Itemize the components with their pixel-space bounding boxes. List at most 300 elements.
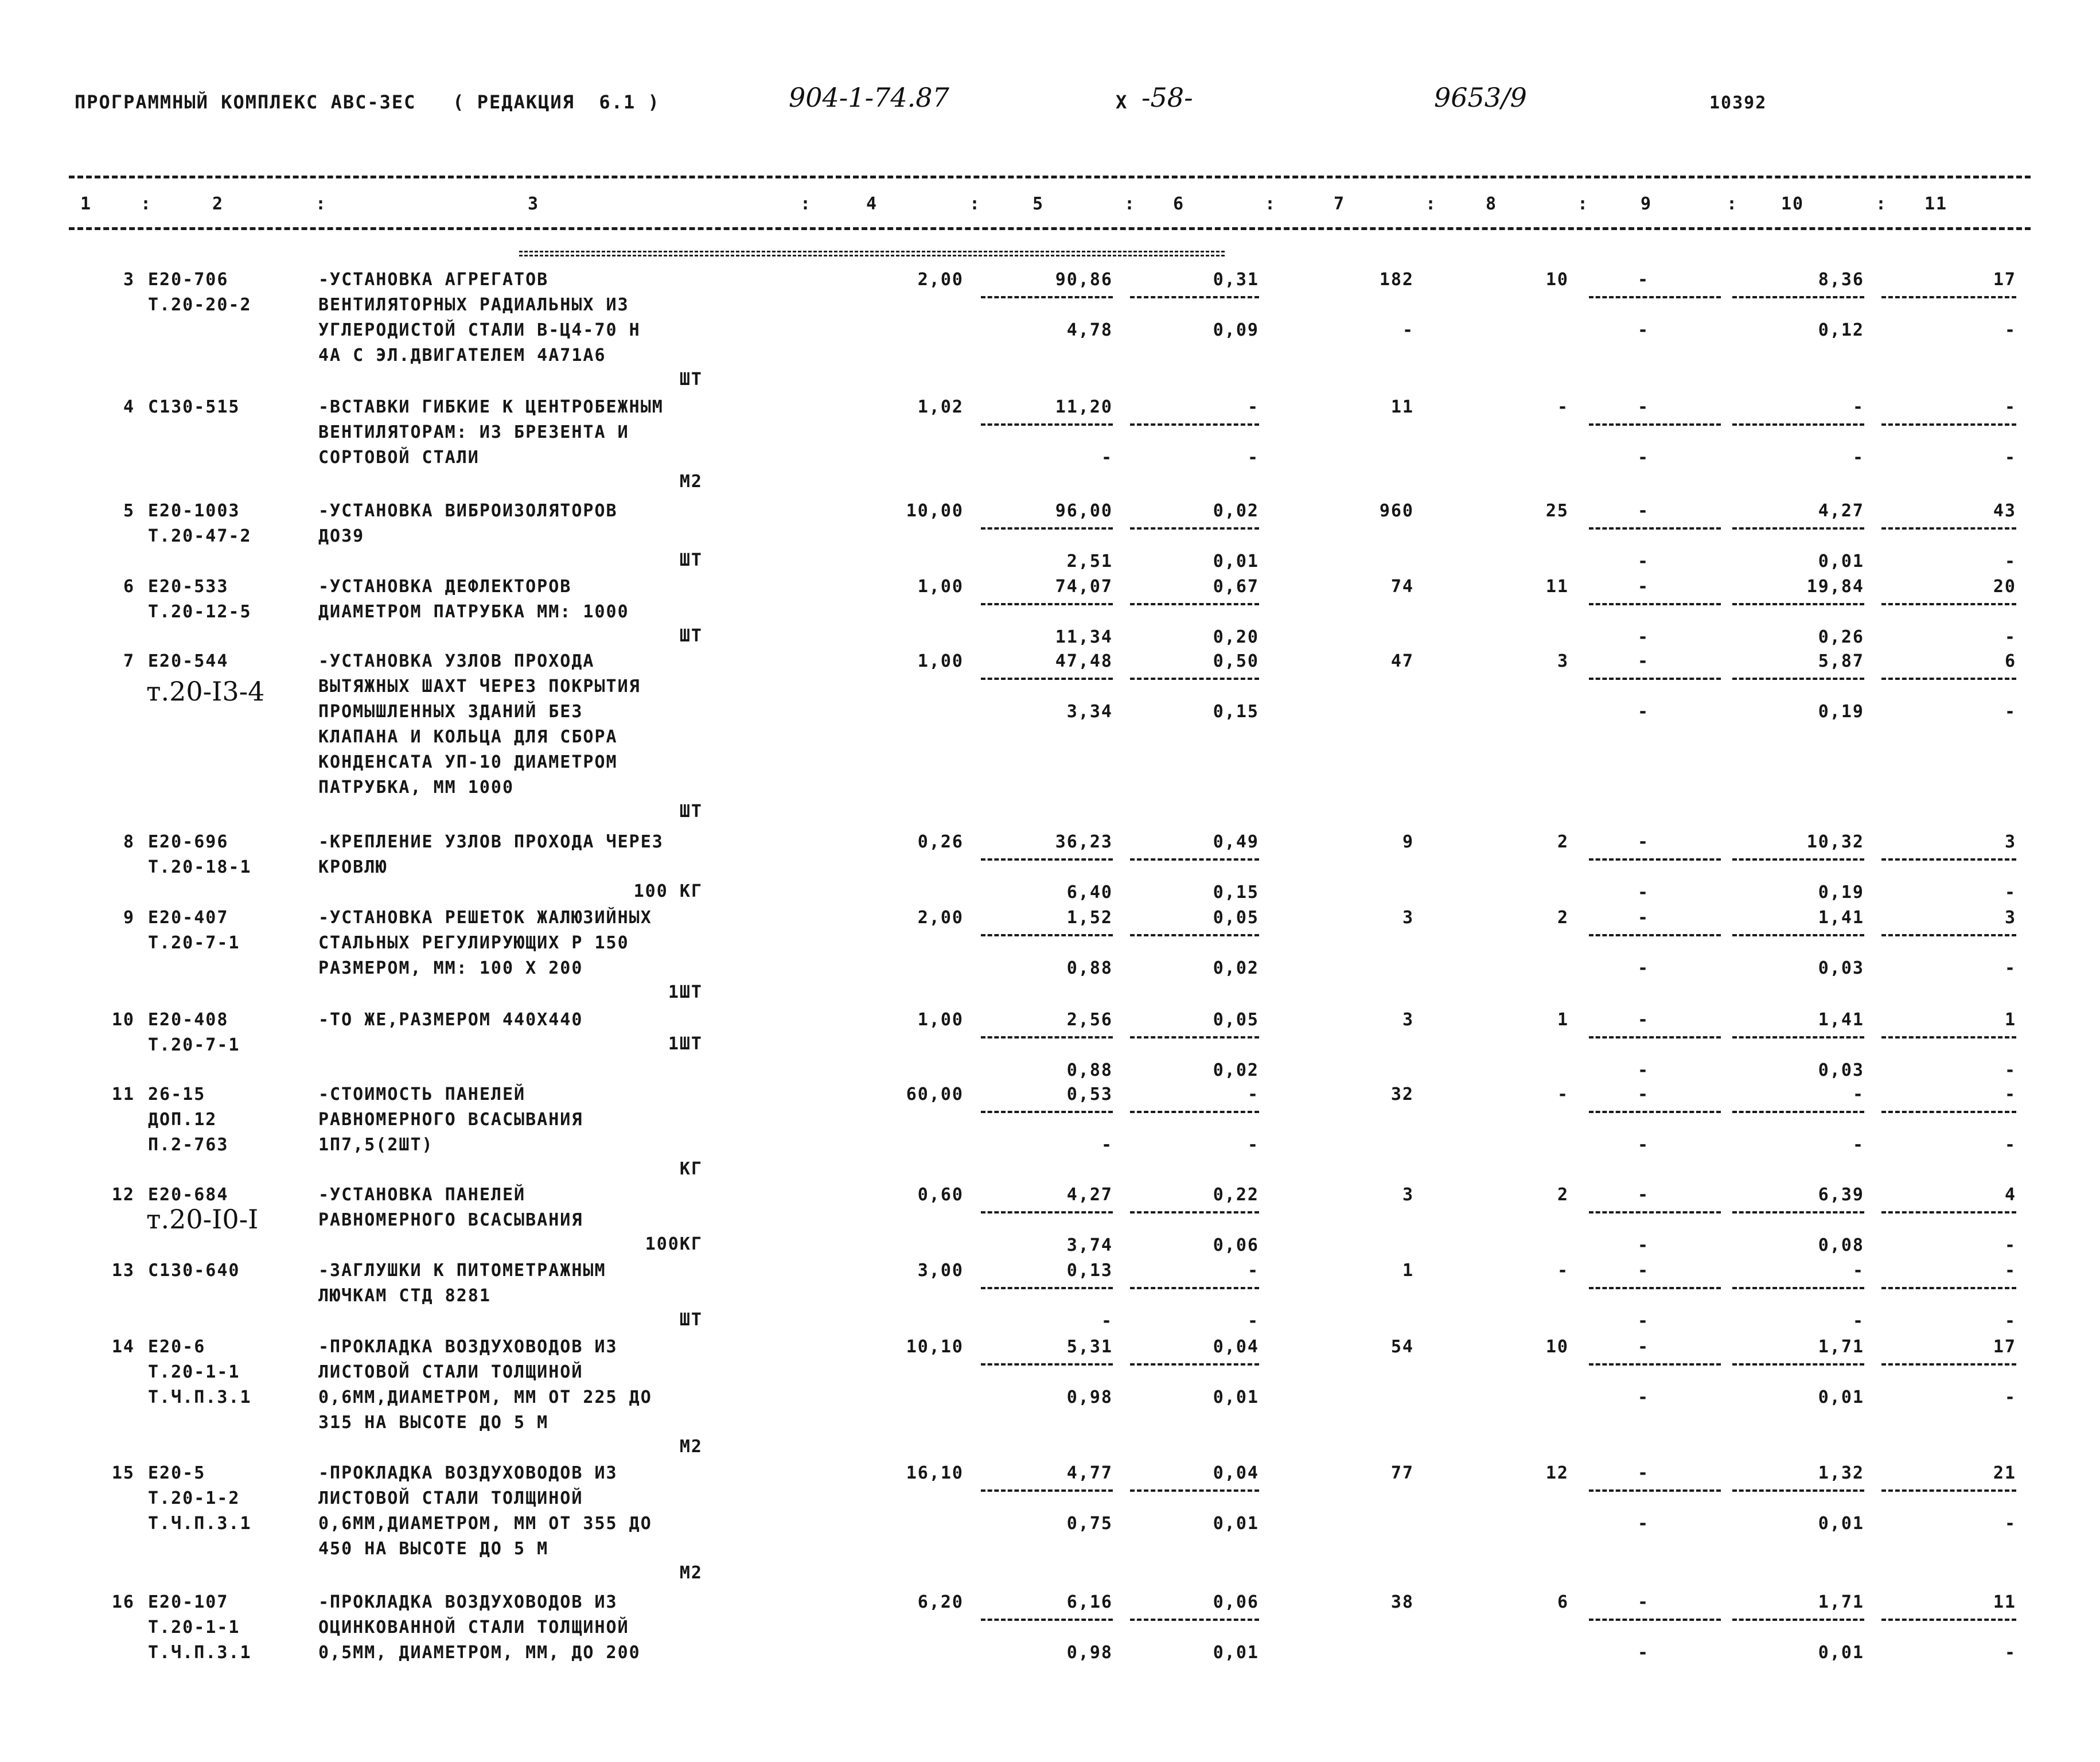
col9-sub: -: [1637, 1311, 1649, 1331]
col10-sub: -: [1852, 448, 1864, 468]
col11-sub: -: [2004, 1643, 2016, 1663]
row-description: СОРТОВОЙ СТАЛИ: [318, 448, 480, 468]
cell-divider: [1130, 1111, 1259, 1113]
column-separator: :: [315, 194, 328, 214]
row-code: Т.20-1-2: [148, 1488, 240, 1508]
cost-labor: 0,05: [1213, 1010, 1259, 1030]
total-labor: 10: [1545, 270, 1569, 290]
stamp-number: 10392: [1709, 93, 1767, 113]
row-code: Т.Ч.П.3.1: [148, 1514, 252, 1534]
row-quantity: 2,00: [917, 908, 964, 928]
row-description: РАВНОМЕРНОГО ВСАСЫВАНИЯ: [318, 1110, 583, 1130]
cell-divider: [1589, 423, 1721, 426]
cell-divider: [1589, 603, 1721, 605]
cell-divider: [1130, 1619, 1259, 1621]
col10-value: -: [1852, 1084, 1864, 1104]
cost-base: 11,20: [1055, 397, 1113, 417]
total-base: 182: [1379, 270, 1414, 290]
cost-machine: 0,88: [1066, 958, 1113, 978]
cell-divider: [981, 527, 1113, 530]
row-description: 4А С ЭЛ.ДВИГАТЕЛЕМ 4А71А6: [318, 345, 606, 365]
row-description: -УСТАНОВКА УЗЛОВ ПРОХОДА: [318, 651, 595, 671]
cell-divider: [1130, 1287, 1259, 1289]
row-number: 4: [123, 397, 135, 417]
row-description: 450 НА ВЫСОТЕ ДО 5 М: [318, 1539, 549, 1559]
total-base: 77: [1390, 1463, 1414, 1483]
handwritten-code: т.20-I3-4: [146, 676, 265, 707]
row-code: Т.20-1-1: [148, 1362, 240, 1382]
column-number: 10: [1781, 194, 1805, 214]
cost-base: 36,23: [1055, 832, 1113, 852]
col10-sub: 0,19: [1818, 702, 1864, 722]
cost-machine: 0,98: [1066, 1387, 1113, 1407]
row-code: Е20-533: [148, 577, 229, 597]
col9-sub: -: [1637, 702, 1649, 722]
col9-value: -: [1637, 270, 1649, 290]
cost-machine: -: [1101, 448, 1113, 468]
col10-value: 19,84: [1806, 577, 1864, 597]
col11-value: 21: [1993, 1463, 2016, 1483]
cost-base: 0,53: [1066, 1084, 1113, 1104]
column-separator: :: [1425, 194, 1437, 214]
row-quantity: 1,02: [917, 397, 964, 417]
col11-sub: -: [2004, 1311, 2016, 1331]
total-labor: 11: [1545, 577, 1569, 597]
row-description: -ПРОКЛАДКА ВОЗДУХОВОДОВ ИЗ: [318, 1463, 618, 1483]
col9-sub: -: [1637, 627, 1649, 647]
total-labor: 2: [1557, 832, 1569, 852]
col10-sub: 0,03: [1818, 958, 1864, 978]
total-labor: -: [1557, 397, 1569, 417]
col11-value: 17: [1993, 270, 2016, 290]
row-description: 315 НА ВЫСОТЕ ДО 5 М: [318, 1413, 549, 1433]
program-header: ПРОГРАММНЫЙ КОМПЛЕКС АВС-ЗЕС ( РЕДАКЦИЯ 6.1 ): [75, 91, 660, 113]
row-description: -ВСТАВКИ ГИБКИЕ К ЦЕНТРОБЕЖНЫМ: [318, 397, 664, 417]
cost-machine-labor: 0,01: [1213, 1514, 1259, 1534]
column-separator: :: [141, 194, 153, 214]
column-separator: :: [1124, 194, 1136, 214]
cost-machine: 4,78: [1066, 320, 1113, 340]
row-code: Е20-408: [148, 1010, 229, 1030]
row-code: Е20-706: [148, 270, 229, 290]
col10-sub: 0,01: [1818, 1387, 1864, 1407]
cell-divider: [1130, 1489, 1259, 1492]
cell-divider: [1589, 934, 1721, 936]
col9-value: -: [1637, 832, 1649, 852]
col10-value: 10,32: [1806, 832, 1864, 852]
col11-sub: -: [2004, 448, 2016, 468]
row-quantity: 16,10: [906, 1463, 964, 1483]
cost-labor: 0,50: [1213, 651, 1259, 671]
cost-machine: 0,88: [1066, 1060, 1113, 1080]
col11-sub: -: [2004, 1514, 2016, 1534]
cost-machine: 3,74: [1066, 1235, 1113, 1255]
cell-divider: [1130, 423, 1259, 426]
row-description: -УСТАНОВКА РЕШЕТОК ЖАЛЮЗИЙНЫХ: [318, 908, 652, 928]
row-description: 1П7,5(2ШТ): [318, 1135, 434, 1155]
column-separator: :: [800, 194, 812, 214]
cost-base: 4,27: [1066, 1185, 1113, 1205]
cost-machine-labor: 0,02: [1213, 958, 1259, 978]
row-description: ВЕНТИЛЯТОРАМ: ИЗ БРЕЗЕНТА И: [318, 422, 629, 442]
cell-divider: [1589, 1489, 1721, 1492]
cell-divider: [1732, 934, 1864, 936]
cost-labor: -: [1247, 1261, 1259, 1281]
cell-divider: [1589, 678, 1721, 680]
cell-divider: [981, 296, 1113, 298]
total-labor: 2: [1557, 908, 1569, 928]
cell-divider: [1130, 678, 1259, 680]
cost-machine-labor: -: [1247, 448, 1259, 468]
cost-machine-labor: 0,02: [1213, 1060, 1259, 1080]
cost-labor: 0,31: [1213, 270, 1259, 290]
row-unit: 100КГ: [645, 1234, 703, 1254]
cell-divider: [1130, 1363, 1259, 1366]
cost-machine-labor: -: [1247, 1135, 1259, 1155]
row-description: ОЦИНКОВАННОЙ СТАЛИ ТОЛЩИНОЙ: [318, 1617, 629, 1637]
col9-value: -: [1637, 1592, 1649, 1612]
row-description: -ПРОКЛАДКА ВОЗДУХОВОДОВ ИЗ: [318, 1337, 618, 1357]
cell-divider: [1130, 1036, 1259, 1038]
cell-divider: [1589, 1111, 1721, 1113]
total-labor: -: [1557, 1261, 1569, 1281]
col10-sub: 0,08: [1818, 1235, 1864, 1255]
total-machine: -: [1402, 320, 1414, 340]
cell-divider: [1881, 1211, 2016, 1213]
col11-sub: -: [2004, 1135, 2016, 1155]
cell-divider: [981, 678, 1113, 680]
row-description: -КРЕПЛЕНИЕ УЗЛОВ ПРОХОДА ЧЕРЕЗ: [318, 832, 664, 852]
col9-sub: -: [1637, 1643, 1649, 1663]
cell-divider: [1881, 678, 2016, 680]
cost-base: 6,16: [1066, 1592, 1113, 1612]
cost-machine: -: [1101, 1135, 1113, 1155]
row-quantity: 0,26: [917, 832, 964, 852]
col11-sub: -: [2004, 1235, 2016, 1255]
cell-divider: [1881, 1287, 2016, 1289]
cost-machine: 3,34: [1066, 702, 1113, 722]
col10-value: 1,41: [1818, 908, 1864, 928]
cell-divider: [1881, 1363, 2016, 1366]
cost-labor: 0,04: [1213, 1463, 1259, 1483]
handwritten-project-code: 904-1-74.87: [789, 82, 949, 113]
cell-divider: [1589, 1211, 1721, 1213]
row-description: КОНДЕНСАТА УП-10 ДИАМЕТРОМ: [318, 752, 618, 772]
cell-divider: [1732, 678, 1864, 680]
handwritten-document-number: 9653/9: [1434, 82, 1527, 113]
cost-machine: 0,75: [1066, 1514, 1113, 1534]
cost-labor: 0,04: [1213, 1337, 1259, 1357]
cell-divider: [1130, 858, 1259, 861]
col10-value: -: [1852, 397, 1864, 417]
column-separator: :: [1265, 194, 1277, 214]
col9-value: -: [1637, 908, 1649, 928]
page-prefix: Х: [1116, 91, 1128, 113]
col11-sub: -: [2004, 320, 2016, 340]
column-separator: :: [1577, 194, 1589, 214]
row-code: Е20-5: [148, 1463, 206, 1483]
row-description: ЛИСТОВОЙ СТАЛИ ТОЛЩИНОЙ: [318, 1488, 583, 1508]
total-labor: 6: [1557, 1592, 1569, 1612]
col9-sub: -: [1637, 1387, 1649, 1407]
cell-divider: [981, 858, 1113, 861]
row-quantity: 0,60: [917, 1185, 964, 1205]
col10-value: 1,41: [1818, 1010, 1864, 1030]
handwritten-code: т.20-I0-I: [146, 1204, 259, 1235]
row-unit: 100 КГ: [633, 881, 703, 901]
cost-machine-labor: 0,01: [1213, 1643, 1259, 1663]
cell-divider: [1732, 1036, 1864, 1038]
cost-labor: 0,06: [1213, 1592, 1259, 1612]
total-labor: 2: [1557, 1185, 1569, 1205]
cost-base: 4,77: [1066, 1463, 1113, 1483]
col9-sub: -: [1637, 320, 1649, 340]
col9-value: -: [1637, 1010, 1649, 1030]
cost-machine-labor: 0,20: [1213, 627, 1259, 647]
cell-divider: [1732, 1111, 1864, 1113]
row-quantity: 6,20: [917, 1592, 964, 1612]
col11-value: 6: [2004, 651, 2016, 671]
row-description: ПРОМЫШЛЕННЫХ ЗДАНИЙ БЕЗ: [318, 702, 583, 722]
row-unit: ШТ: [679, 802, 703, 822]
row-code: П.2-763: [148, 1135, 229, 1155]
total-base: 38: [1390, 1592, 1414, 1612]
row-code: Т.20-18-1: [148, 857, 252, 877]
cell-divider: [1881, 1619, 2016, 1621]
row-unit: КГ: [679, 1159, 703, 1179]
col9-value: -: [1637, 1337, 1649, 1357]
row-number: 15: [111, 1463, 135, 1483]
row-code: Т.Ч.П.3.1: [148, 1387, 252, 1407]
col9-value: -: [1637, 1261, 1649, 1281]
column-number: 11: [1924, 194, 1948, 214]
cell-divider: [981, 1287, 1113, 1289]
total-labor: 3: [1557, 651, 1569, 671]
col9-sub: -: [1637, 551, 1649, 571]
column-number: 4: [866, 194, 878, 214]
col9-sub: -: [1637, 882, 1649, 903]
row-code: Т.20-12-5: [148, 602, 252, 622]
cell-divider: [1732, 296, 1864, 298]
col9-sub: -: [1637, 958, 1649, 978]
cell-divider: [1732, 423, 1864, 426]
row-description: 0,6ММ,ДИАМЕТРОМ, ММ ОТ 355 ДО: [318, 1514, 652, 1534]
row-code: Е20-544: [148, 651, 229, 671]
col9-value: -: [1637, 1185, 1649, 1205]
cost-base: 0,13: [1066, 1261, 1113, 1281]
row-description: ПАТРУБКА, ММ 1000: [318, 777, 515, 798]
col10-value: 4,27: [1818, 501, 1864, 521]
col10-value: 1,32: [1818, 1463, 1864, 1483]
cell-divider: [1732, 858, 1864, 861]
cost-machine-labor: 0,09: [1213, 320, 1259, 340]
col11-value: 4: [2004, 1185, 2016, 1205]
cost-machine-labor: 0,01: [1213, 551, 1259, 571]
row-code: Е20-696: [148, 832, 229, 852]
col9-value: -: [1637, 1463, 1649, 1483]
cost-base: 90,86: [1055, 270, 1113, 290]
cell-divider: [1130, 527, 1259, 530]
row-quantity: 1,00: [917, 1010, 964, 1030]
col10-sub: 0,01: [1818, 1643, 1864, 1663]
col9-value: -: [1637, 577, 1649, 597]
col11-sub: -: [2004, 551, 2016, 571]
row-code: Т.20-1-1: [148, 1617, 240, 1637]
row-code: Т.20-47-2: [148, 526, 252, 546]
cell-divider: [981, 1111, 1113, 1113]
row-code: Е20-684: [148, 1185, 229, 1205]
row-number: 14: [111, 1337, 135, 1357]
row-unit: 1ШТ: [668, 1034, 703, 1054]
row-description: КЛАПАНА И КОЛЬЦА ДЛЯ СБОРА: [318, 727, 618, 747]
total-base: 960: [1379, 501, 1414, 521]
row-unit: 1ШТ: [668, 982, 703, 1002]
row-description: ЛЮЧКАМ СТД 8281: [318, 1286, 491, 1306]
cost-base: 96,00: [1055, 501, 1113, 521]
cost-machine-labor: -: [1247, 1311, 1259, 1331]
col10-sub: 0,03: [1818, 1060, 1864, 1080]
row-description: УГЛЕРОДИСТОЙ СТАЛИ В-Ц4-70 Н: [318, 320, 641, 340]
cell-divider: [981, 423, 1113, 426]
cell-divider: [1130, 934, 1259, 936]
cell-divider: [1881, 603, 2016, 605]
col11-sub: -: [2004, 702, 2016, 722]
cell-divider: [1732, 527, 1864, 530]
cost-base: 47,48: [1055, 651, 1113, 671]
col10-value: 6,39: [1818, 1185, 1864, 1205]
row-quantity: 10,10: [906, 1337, 964, 1357]
row-code: Е20-1003: [148, 501, 240, 521]
total-base: 11: [1390, 397, 1414, 417]
cost-machine-labor: 0,15: [1213, 702, 1259, 722]
row-code: Т.20-20-2: [148, 295, 252, 315]
cost-labor: 0,22: [1213, 1185, 1259, 1205]
row-code: С130-640: [148, 1261, 240, 1281]
total-base: 1: [1402, 1261, 1414, 1281]
row-quantity: 10,00: [906, 501, 964, 521]
row-number: 9: [123, 908, 135, 928]
col11-value: -: [2004, 397, 2016, 417]
col9-value: -: [1637, 651, 1649, 671]
total-base: 54: [1390, 1337, 1414, 1357]
cost-machine-labor: 0,01: [1213, 1387, 1259, 1407]
col11-sub: -: [2004, 958, 2016, 978]
row-description: 0,5ММ, ДИАМЕТРОМ, ММ, ДО 200: [318, 1643, 641, 1663]
row-description: РАВНОМЕРНОГО ВСАСЫВАНИЯ: [318, 1210, 583, 1230]
row-unit: ШТ: [679, 626, 703, 646]
row-number: 6: [123, 577, 135, 597]
cost-machine: 6,40: [1066, 882, 1113, 903]
total-labor: 10: [1545, 1337, 1569, 1357]
cell-divider: [1732, 1287, 1864, 1289]
row-unit: М2: [679, 1563, 703, 1583]
cell-divider: [1881, 1111, 2016, 1113]
row-quantity: 1,00: [917, 577, 964, 597]
col10-value: 1,71: [1818, 1592, 1864, 1612]
row-code: Т.20-7-1: [148, 933, 240, 953]
row-quantity: 60,00: [906, 1084, 964, 1104]
cell-divider: [1589, 1363, 1721, 1366]
col10-sub: 0,19: [1818, 882, 1864, 903]
col10-value: -: [1852, 1261, 1864, 1281]
row-description: -УСТАНОВКА ПАНЕЛЕЙ: [318, 1185, 526, 1205]
row-description: -УСТАНОВКА АГРЕГАТОВ: [318, 270, 549, 290]
col11-sub: -: [2004, 1060, 2016, 1080]
cost-base: 2,56: [1066, 1010, 1113, 1030]
row-description: КРОВЛЮ: [318, 857, 388, 877]
column-separator: :: [1876, 194, 1888, 214]
header-bottom-rule: [69, 227, 2031, 230]
row-description: ВЫТЯЖНЫХ ШАХТ ЧЕРЕЗ ПОКРЫТИЯ: [318, 676, 641, 697]
cost-labor: -: [1247, 397, 1259, 417]
column-number: 5: [1032, 194, 1045, 214]
column-number: 1: [80, 194, 92, 214]
cost-base: 74,07: [1055, 577, 1113, 597]
total-base: 9: [1402, 832, 1414, 852]
row-description: ДИАМЕТРОМ ПАТРУБКА ММ: 1000: [318, 602, 629, 622]
cell-divider: [1589, 296, 1721, 298]
cost-machine: 0,98: [1066, 1643, 1113, 1663]
section-double-rule: [519, 251, 1225, 256]
row-description: ДО39: [318, 526, 365, 546]
col11-value: -: [2004, 1084, 2016, 1104]
col11-value: 1: [2004, 1010, 2016, 1030]
cost-labor: 0,49: [1213, 832, 1259, 852]
col9-value: -: [1637, 1084, 1649, 1104]
total-base: 3: [1402, 1010, 1414, 1030]
header-top-rule: [69, 176, 2031, 178]
col11-value: 11: [1993, 1592, 2016, 1612]
cell-divider: [981, 1211, 1113, 1213]
row-description: -УСТАНОВКА ВИБРОИЗОЛЯТОРОВ: [318, 501, 618, 521]
col9-sub: -: [1637, 1060, 1649, 1080]
cell-divider: [1130, 296, 1259, 298]
cell-divider: [981, 1363, 1113, 1366]
cost-machine: 11,34: [1055, 627, 1113, 647]
cell-divider: [1881, 1036, 2016, 1038]
row-code: Е20-6: [148, 1337, 206, 1357]
row-description: -ТО ЖЕ,РАЗМЕРОМ 440Х440: [318, 1010, 583, 1030]
cell-divider: [1732, 1619, 1864, 1621]
row-unit: ШТ: [679, 550, 703, 570]
total-base: 3: [1402, 1185, 1414, 1205]
cost-labor: 0,05: [1213, 908, 1259, 928]
col10-sub: 0,01: [1818, 1514, 1864, 1534]
row-description: -СТОИМОСТЬ ПАНЕЛЕЙ: [318, 1084, 526, 1104]
row-number: 3: [123, 270, 135, 290]
row-description: -УСТАНОВКА ДЕФЛЕКТОРОВ: [318, 577, 572, 597]
total-base: 47: [1390, 651, 1414, 671]
row-quantity: 3,00: [917, 1261, 964, 1281]
row-code: ДОП.12: [148, 1110, 217, 1130]
column-number: 8: [1485, 194, 1498, 214]
row-number: 16: [111, 1592, 135, 1612]
cost-machine-labor: 0,06: [1213, 1235, 1259, 1255]
cell-divider: [1589, 1036, 1721, 1038]
cell-divider: [1881, 934, 2016, 936]
row-code: Т.Ч.П.3.1: [148, 1643, 252, 1663]
cost-machine: 2,51: [1066, 551, 1113, 571]
total-labor: 12: [1545, 1463, 1569, 1483]
col9-sub: -: [1637, 1135, 1649, 1155]
column-separator: :: [1727, 194, 1739, 214]
cell-divider: [1589, 858, 1721, 861]
row-description: -ЗАГЛУШКИ К ПИТОМЕТРАЖНЫМ: [318, 1261, 606, 1281]
col11-sub: -: [2004, 882, 2016, 903]
col11-value: -: [2004, 1261, 2016, 1281]
col10-sub: -: [1852, 1311, 1864, 1331]
col9-sub: -: [1637, 1235, 1649, 1255]
